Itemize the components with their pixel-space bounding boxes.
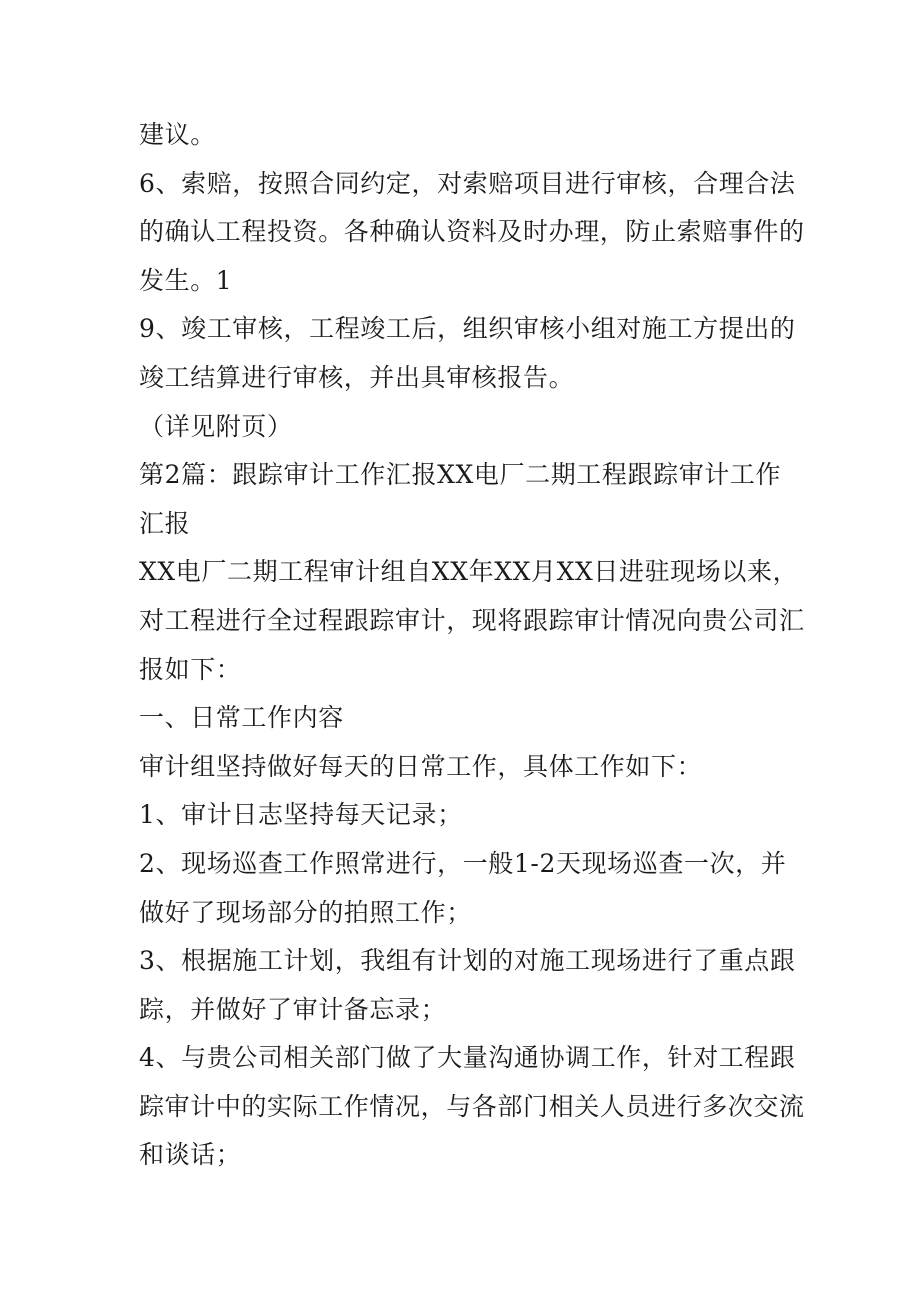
text-line-7: （详见附页） [139,411,293,441]
text-line-5: 9、竣工审核，工程竣工后，组织审核小组对施工方提出的 [139,314,796,344]
text-line-3: 的确认工程投资。各种确认资料及时办理，防止索赔事件的 [139,217,805,247]
list-item-3-line-1: 3、根据施工计划，我组有计划的对施工现场进行了重点跟 [139,946,796,976]
list-item-4-line-3: 和谈话； [139,1140,242,1170]
list-item-4-line-2: 踪审计中的实际工作情况，与各部门相关人员进行多次交流 [139,1091,805,1121]
section-heading-line-2: 汇报 [139,508,191,538]
list-item-2-line-1: 2、现场巡查工作照常进行，一般1-2天现场巡查一次，并 [139,848,787,878]
section-heading-line-1: 第2篇：跟踪审计工作汇报XX电厂二期工程跟踪审计工作 [139,460,782,490]
text-line-4: 发生。1 [139,265,233,295]
text-line-10: XX电厂二期工程审计组自XX年XX月XX日进驻现场以来， [139,557,799,587]
list-item-2-line-2: 做好了现场部分的拍照工作； [139,897,472,927]
text-line-12: 报如下： [139,654,242,684]
text-line-11: 对工程进行全过程跟踪审计，现将跟踪审计情况向贵公司汇 [139,605,805,635]
text-line-2: 6、索赔，按照合同约定，对索赔项目进行审核，合理合法 [139,168,796,198]
list-item-4-line-1: 4、与贵公司相关部门做了大量沟通协调工作，针对工程跟 [139,1043,796,1073]
text-line-14: 审计组坚持做好每天的日常工作，具体工作如下： [139,751,703,781]
document-body [139,111,805,1180]
text-line-1: 建议。 [139,120,216,149]
list-item-3-line-2: 踪，并做好了审计备忘录； [139,994,447,1024]
text-line-6: 竣工结算进行审核，并出具审核报告。 [139,362,575,392]
list-item-1: 1、审计日志坚持每天记录； [139,800,463,830]
subsection-heading: 一、日常工作内容 [139,703,344,733]
